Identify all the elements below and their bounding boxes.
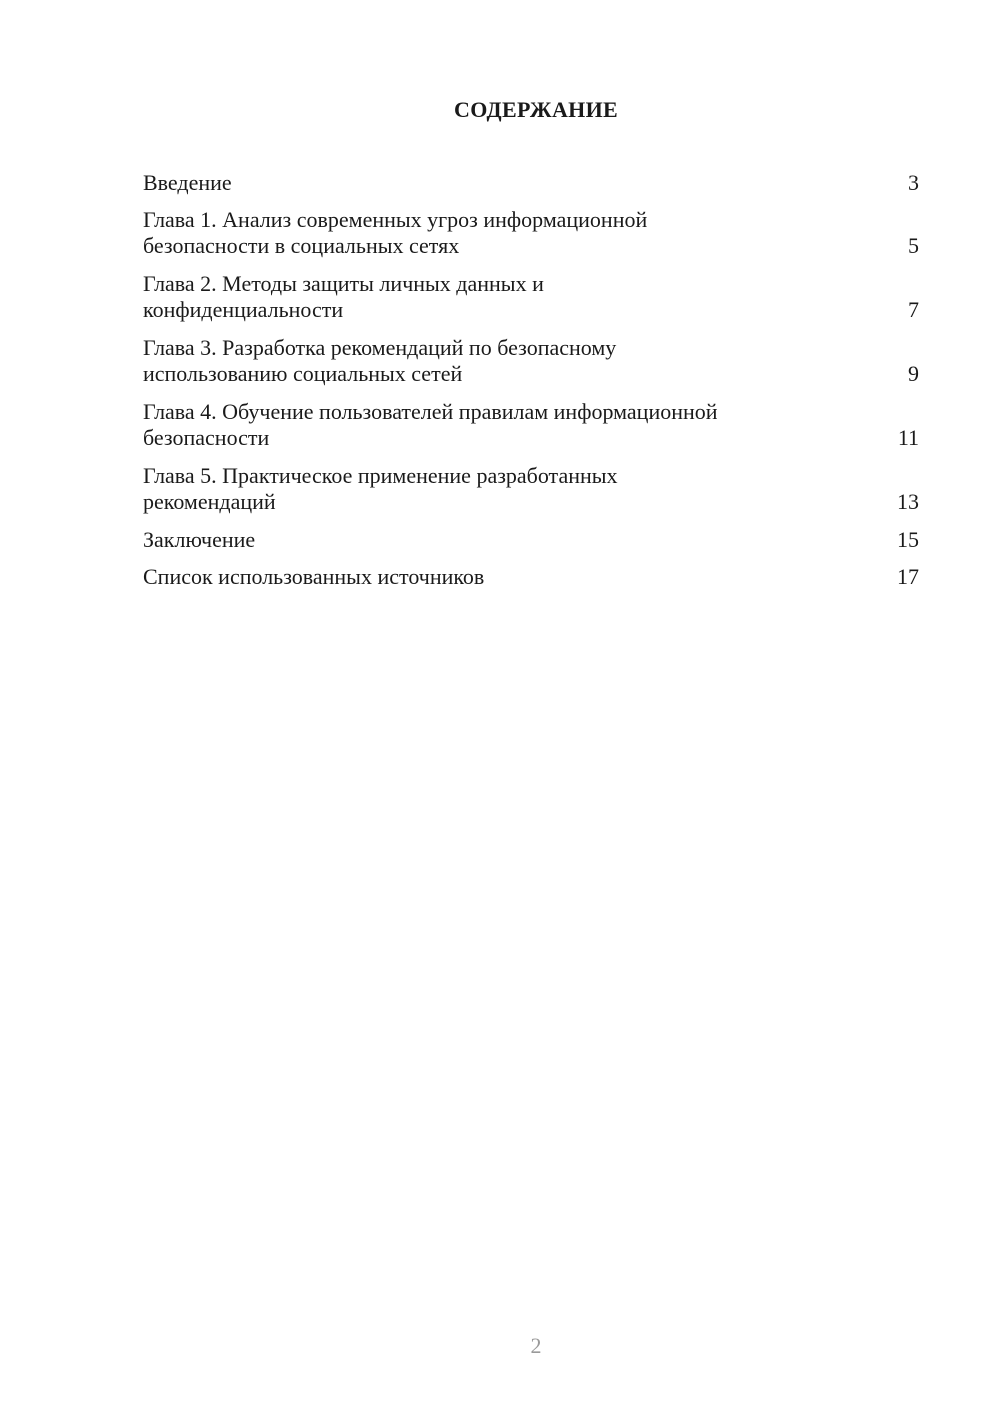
toc-entry-text [143, 564, 484, 590]
toc-entry-line: Глава 2. Методы защиты личных данных и [143, 271, 544, 296]
toc-entry-page: 5 [908, 233, 919, 258]
toc-entry-line: безопасности в социальных сетях [143, 233, 460, 258]
toc-entry-text [143, 527, 255, 553]
toc-entry-chapter-3 [143, 335, 919, 387]
toc-entry-text [143, 271, 544, 323]
toc-entry-line: Список использованных источников [143, 564, 485, 589]
page-number: 2 [530, 1333, 542, 1358]
toc-list [143, 170, 919, 601]
toc-entry-page: 11 [897, 425, 919, 450]
toc-entry-page: 7 [908, 297, 919, 322]
toc-entry-references [143, 564, 919, 590]
toc-entry-introduction [143, 170, 919, 196]
toc-entry-page: 13 [897, 489, 919, 514]
toc-entry-line: Заключение [143, 527, 256, 552]
toc-entry-chapter-4 [143, 399, 919, 451]
toc-title: СОДЕРЖАНИЕ [454, 97, 618, 122]
toc-entry-conclusion [143, 527, 919, 553]
toc-entry-chapter-5 [143, 463, 919, 515]
toc-entry-line: Глава 1. Анализ современных угроз информационной [143, 207, 648, 232]
toc-entry-text [143, 463, 618, 515]
toc-entry-line: Глава 5. Практическое применение разработанных [143, 463, 618, 488]
toc-entry-line: рекомендаций [143, 489, 276, 514]
toc-entry-line: использованию социальных сетей [143, 361, 463, 386]
toc-entry-page: 15 [897, 527, 919, 552]
toc-entry-text [143, 207, 647, 259]
toc-entry-chapter-2 [143, 271, 919, 323]
toc-entry-page: 17 [897, 564, 919, 589]
toc-entry-line: конфиденциальности [143, 297, 344, 322]
toc-entry-line: Глава 3. Разработка рекомендаций по безопасному [143, 335, 617, 360]
toc-entry-text [143, 399, 718, 451]
toc-entry-line: Глава 4. Обучение пользователей правилам информационной [143, 399, 718, 424]
toc-entry-page: 9 [908, 361, 919, 386]
toc-entry-text [143, 170, 232, 196]
toc-entry-page: 3 [908, 170, 919, 195]
toc-entry-line: безопасности [143, 425, 270, 450]
toc-entry-line: Введение [143, 170, 232, 195]
toc-entry-chapter-1 [143, 207, 919, 259]
toc-entry-text [143, 335, 616, 387]
